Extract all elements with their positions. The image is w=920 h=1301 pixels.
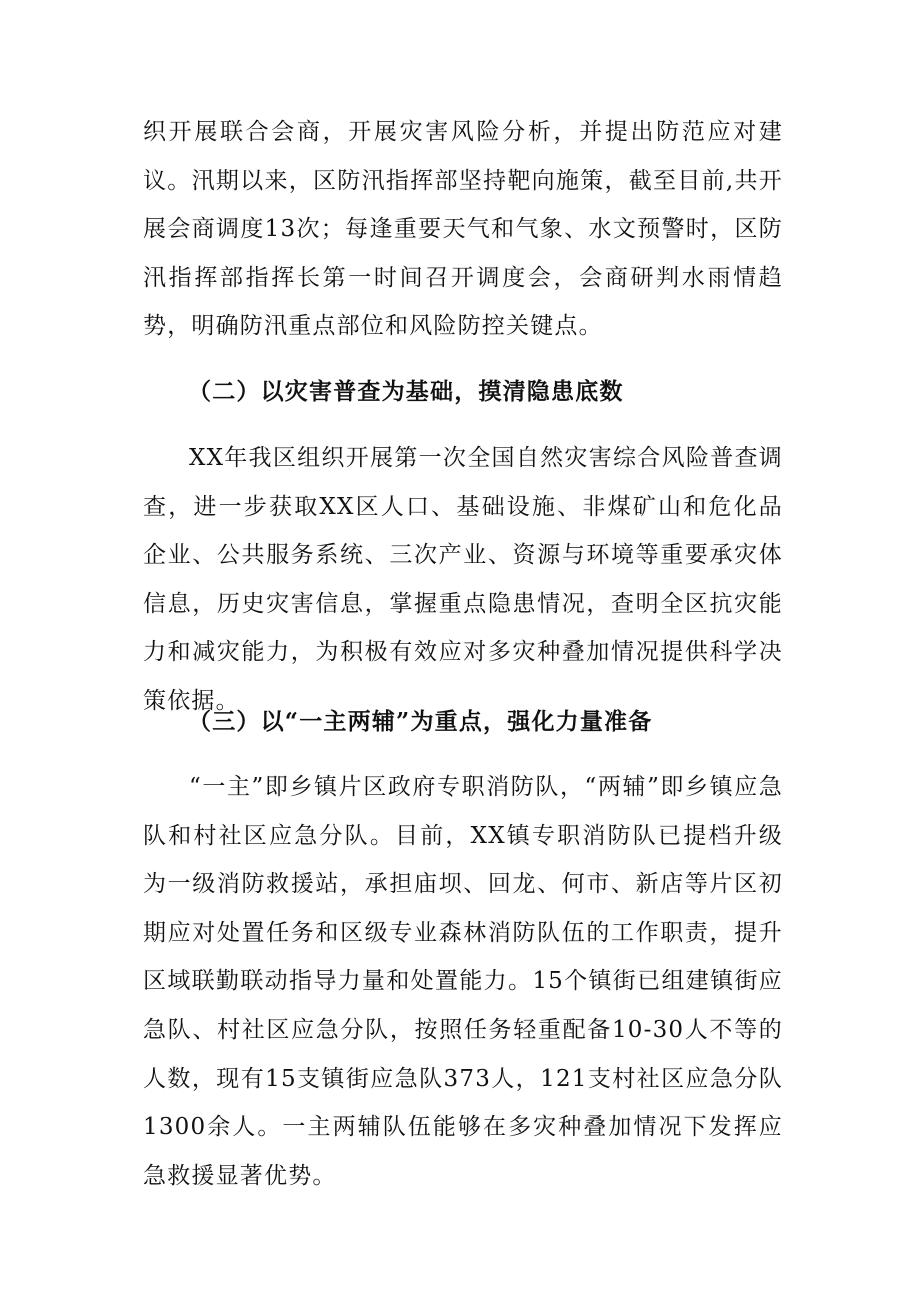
paragraph-joint-consultation: 织开展联合会商，开展灾害风险分析，并提出防范应对建议。汛期以来，区防汛指挥部坚持靶向施策，截至目前,共开展会商调度13次；每逢重要天气和气象、水文预警时，区防汛指挥部指挥长第一时间召开调度会，会商研判水雨情趋势，明确防汛重点部位和风险防控关键点。	[143, 119, 783, 340]
section-heading-2: （二）以灾害普查为基础，摸清隐患底数	[188, 378, 624, 405]
section-heading-3: （三）以“一主两辅”为重点，强化力量准备	[188, 708, 653, 735]
paragraph-disaster-survey: XX年我区组织开展第一次全国自然灾害综合风险普查调查，进一步获取XX区人口、基础设施、非煤矿山和危化品企业、公共服务系统、三次产业、资源与环境等重要承灾体信息，历史灾害信息，掌握重点隐患情况，查明全区抗灾能力和减灾能力，为积极有效应对多灾种叠加情况提供科学决策依据。	[143, 445, 783, 714]
paragraph-force-preparation: “一主”即乡镇片区政府专职消防队，“两辅”即乡镇应急队和村社区应急分队。目前，XX镇专职消防队已提档升级为一级消防救援站，承担庙坝、回龙、何市、新店等片区初期应对处置任务和区级专业森林消防队伍的工作职责，提升区域联勤联动指导力量和处置能力。15个镇街已组建镇街应急队、村社区应急分队，按照任务轻重配备10-30人不等的人数，现有15支镇街应急队373人，121支村社区应急分队1300余人。一主两辅队伍能够在多灾种叠加情况下发挥应急救援显著优势。	[143, 774, 783, 1189]
